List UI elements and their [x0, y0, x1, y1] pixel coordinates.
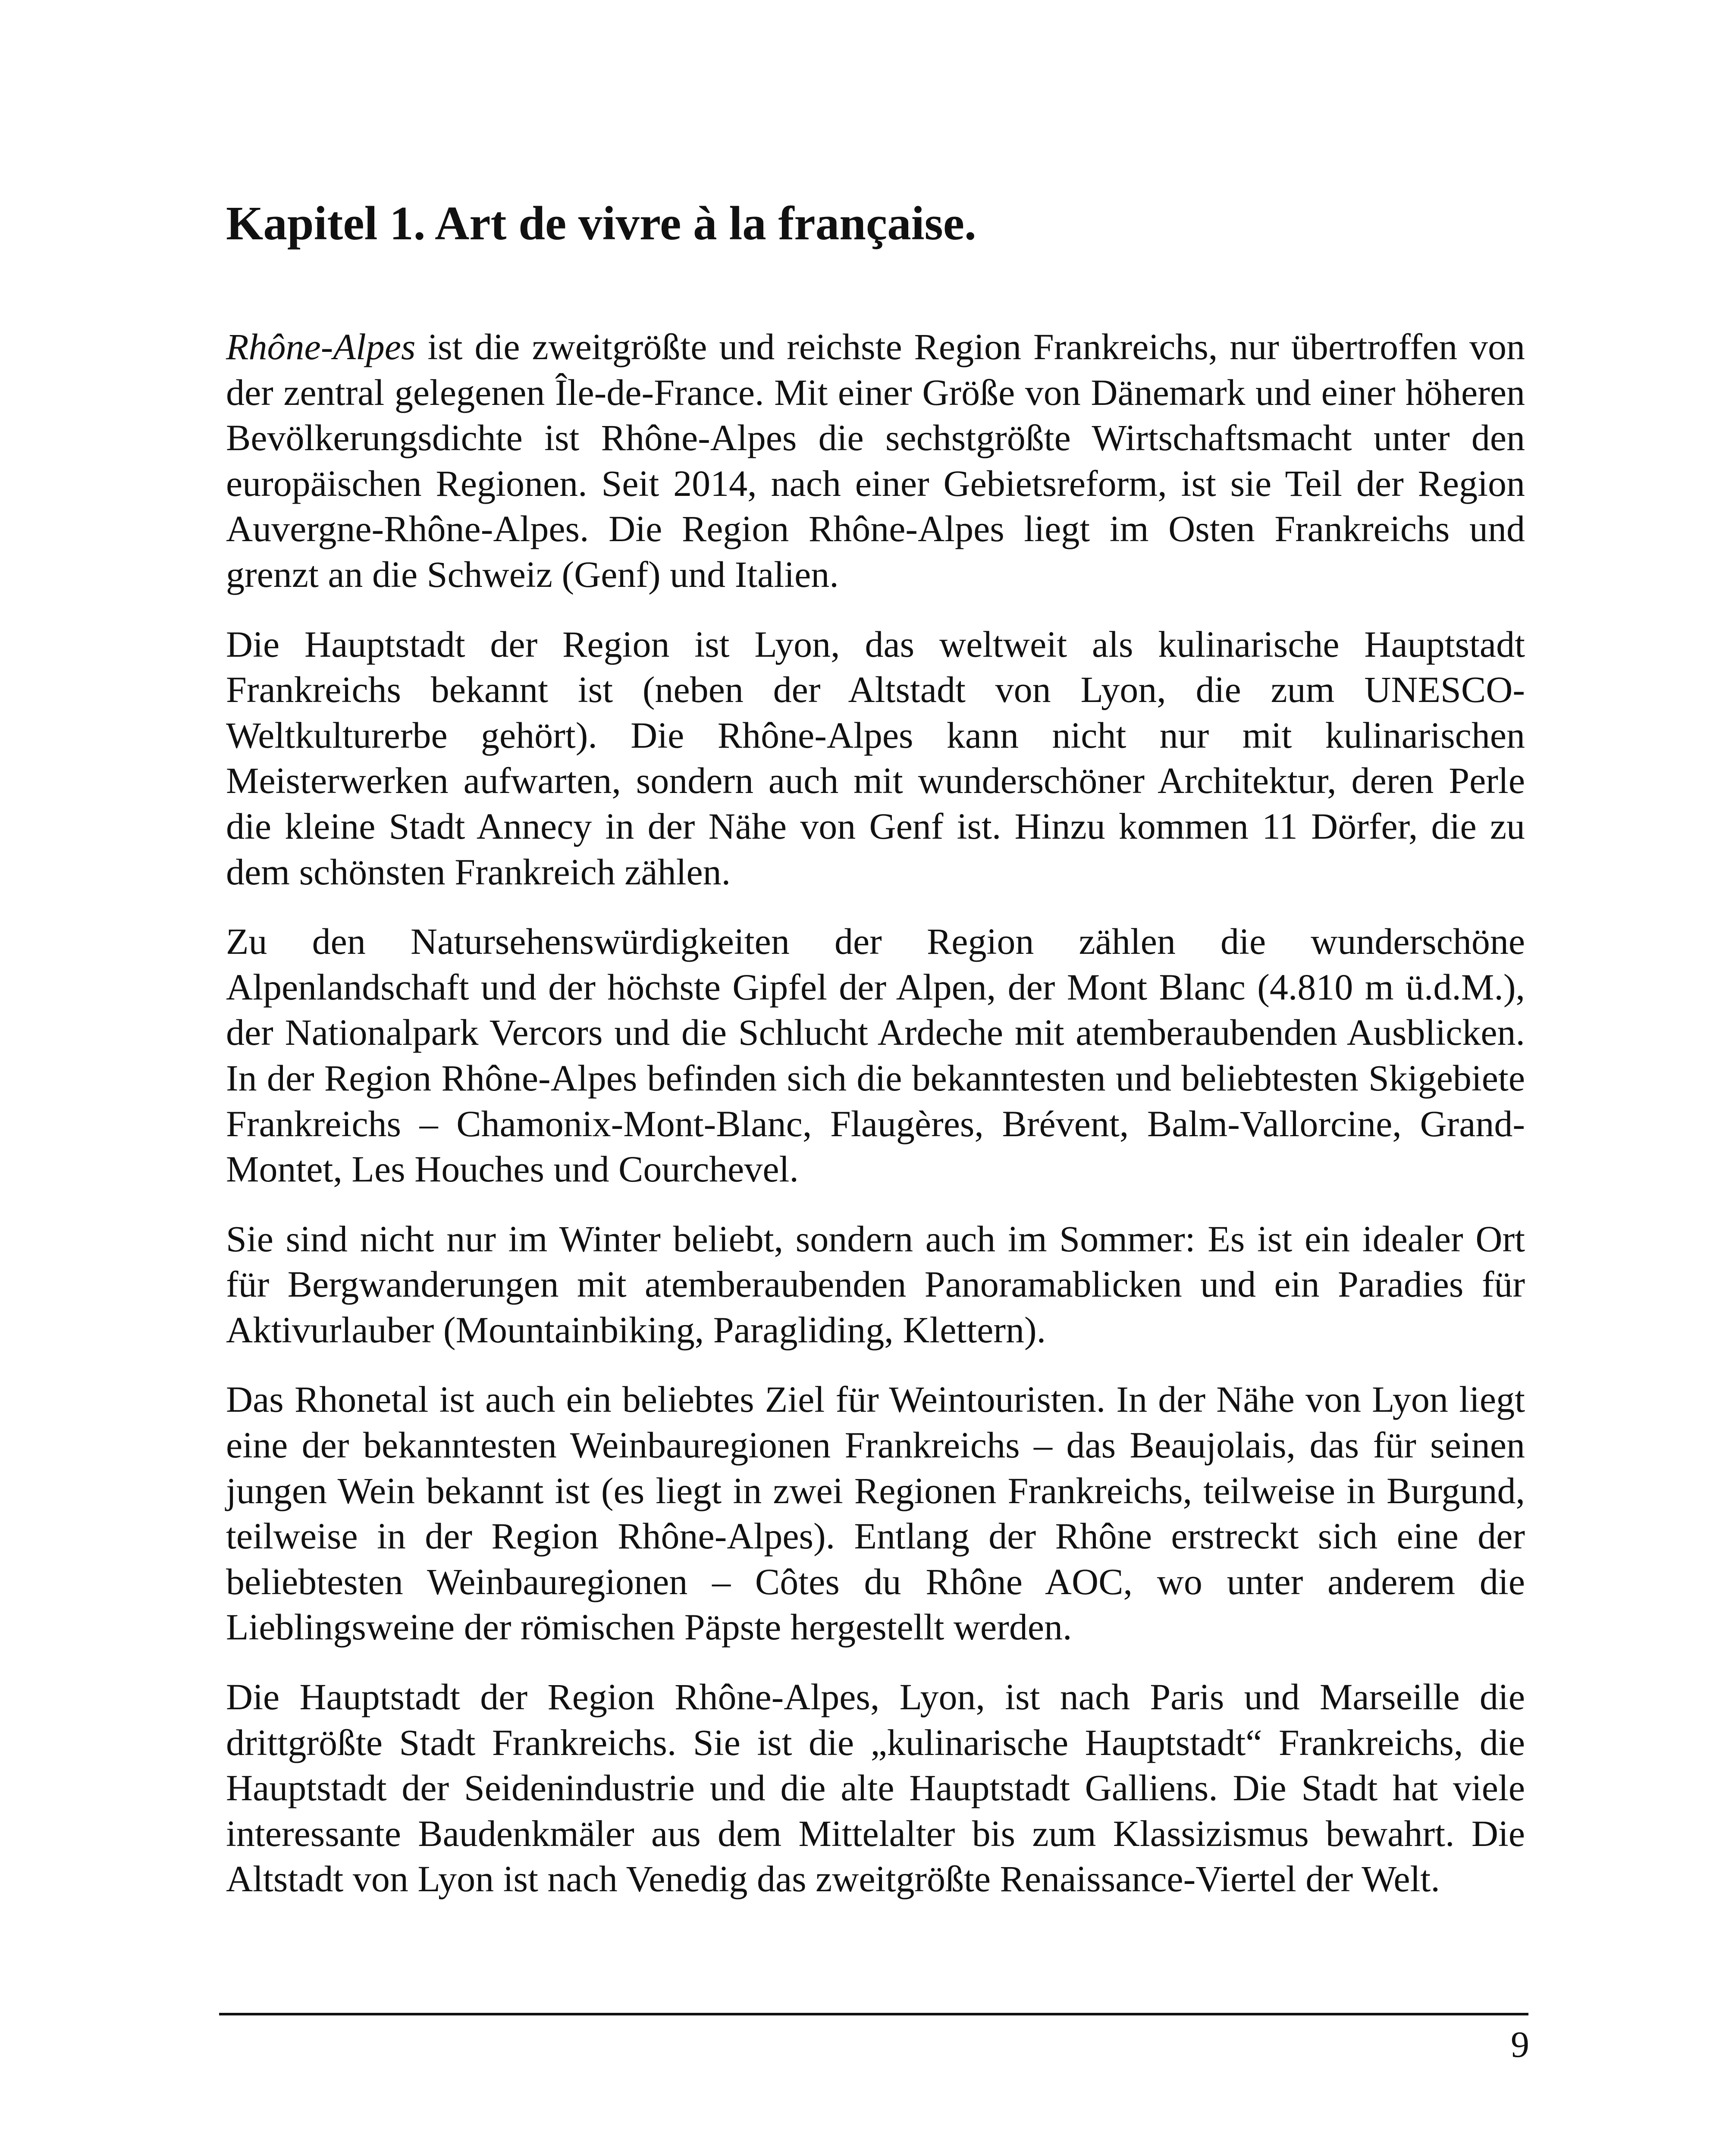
- page-number: 9: [1511, 2024, 1529, 2065]
- paragraph-summer-activities: Sie sind nicht nur im Winter beliebt, sondern auch im Sommer: Es ist ein idealer Ort für Bergwanderungen mit atemberaubenden Panoramablicken und ein Paradies für Aktivurlauber (Mountainbiking, Paragliding, Klettern).: [226, 1218, 1525, 1351]
- chapter-heading: Kapitel 1. Art de vivre à la française.: [226, 197, 976, 250]
- region-name-italic: Rhône-Alpes: [226, 326, 416, 367]
- paragraph-text: ist die zweitgrößte und reichste Region Frankreichs, nur übertroffen von der zentral gelegenen Île-de-France. Mit einer Größe von Dänemark und einer höheren Bevölkerungsdichte ist Rhône-Alpes die sechstgrößte Wirtschaftsmacht unter den europäischen Regionen. Seit 2014, nach einer Gebietsreform, ist sie Teil der Region Auvergne-Rhône-Alpes. Die Region Rhône-Alpes liegt im Osten Frankreichs und grenzt an die Schweiz (Genf) und Italien.: [226, 326, 1525, 595]
- paragraph-natural-sights: Zu den Natursehenswürdigkeiten der Region zählen die wunderschöne Alpenlandschaft und der höchste Gipfel der Alpen, der Mont Blanc (4.810 m ü.d.M.), der Nationalpark Vercors und die Schlucht Ardeche mit atemberaubenden Ausblicken. In der Region Rhône-Alpes befinden sich die bekanntesten und beliebtesten Skigebiete Frankreichs – Chamonix-Mont-Blanc, Flaugères, Brévent, Balm-Vallorcine, Grand-Montet, Les Houches und Courchevel.: [226, 921, 1525, 1190]
- paragraph-lyon-capital: Die Hauptstadt der Region ist Lyon, das weltweit als kulinarische Hauptstadt Frankreichs bekannt ist (neben der Altstadt von Lyon, die zum UNESCO-Weltkulturerbe gehört). Die Rhône-Alpes kann nicht nur mit kulinarischen Meisterwerken aufwarten, sondern auch mit wunderschöner Architektur, deren Perle die kleine Stadt Annecy in der Nähe von Genf ist. Hinzu kommen 11 Dörfer, die zu dem schönsten Frankreich zählen.: [226, 623, 1525, 893]
- chapter-body: [226, 324, 1525, 1926]
- paragraph-rhone-alpes-intro: [226, 324, 1525, 598]
- footer-divider: [219, 2013, 1528, 2015]
- paragraph-wine-tourism: Das Rhonetal ist auch ein beliebtes Ziel für Weintouristen. In der Nähe von Lyon liegt eine der bekanntesten Weinbauregionen Frankreichs – das Beaujolais, das für seinen jungen Wein bekannt ist (es liegt in zwei Regionen Frankreichs, teilweise in Burgund, teilweise in der Region Rhône-Alpes). Entlang der Rhône erstreckt sich eine der beliebtesten Weinbauregionen – Côtes du Rhône AOC, wo unter anderem die Lieblingsweine der römischen Päpste hergestellt werden.: [226, 1379, 1525, 1648]
- paragraph-lyon-city: Die Hauptstadt der Region Rhône-Alpes, Lyon, ist nach Paris und Marseille die drittgrößte Stadt Frankreichs. Sie ist die „kulinarische Hauptstadt“ Frankreichs, die Hauptstadt der Seidenindustrie und die alte Hauptstadt Galliens. Die Stadt hat viele interessante Baudenkmäler aus dem Mittelalter bis zum Klassizismus bewahrt. Die Altstadt von Lyon ist nach Venedig das zweitgrößte Renaissance-Viertel der Welt.: [226, 1676, 1525, 1900]
